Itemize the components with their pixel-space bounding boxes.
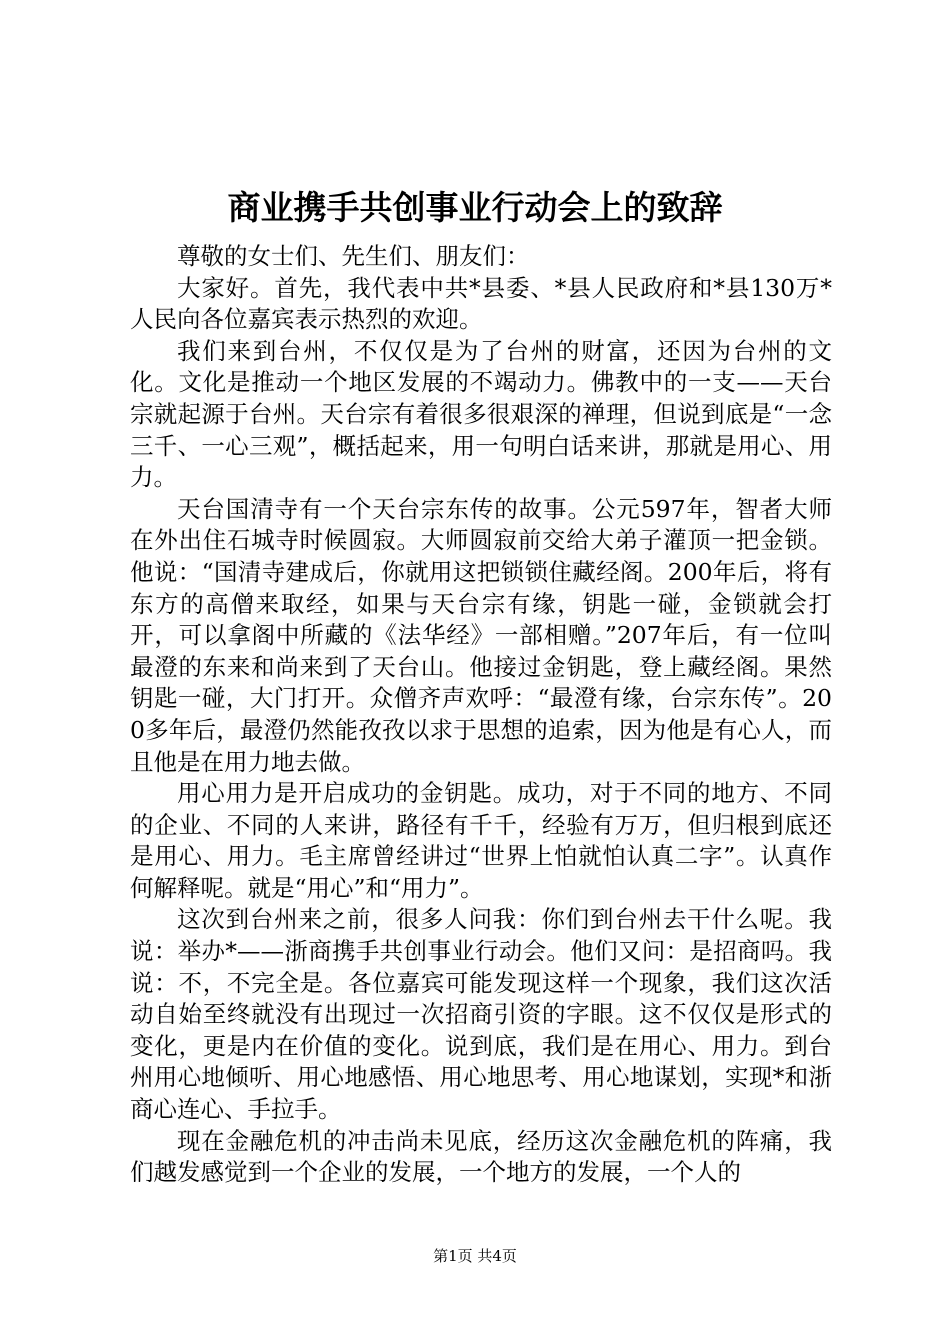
paragraph-story: 天台国清寺有一个天台宗东传的故事。公元597年，智者大师在外出住石城寺时候圆寂。大师圆寂前交给大弟子灌顶一把金锁。他说：“国清寺建成后，你就用这把锁锁住藏经阁。200年后，将有东方的高僧来取经，如果与天台宗有缘，钥匙一碰，金锁就会打开，可以拿阁中所藏的《法华经》一部相赠。”207年后，有一位叫最澄的东来和尚来到了天台山。他接过金钥匙，登上藏经阁。果然钥匙一碰，大门打开。众僧齐声欢呼：“最澄有缘，台宗东传”。200多年后，最澄仍然能孜孜以求于思想的追索，因为他是有心人，而且他是在用力地去做。 [130,494,832,776]
paragraph-event: 这次到台州来之前，很多人问我：你们到台州去干什么呢。我说：举办*——浙商携手共创事业行动会。他们又问：是招商吗。我说：不，不完全是。各位嘉宾可能发现这样一个现象，我们这次活动自始至终就没有出现过一次招商引资的字眼。这不仅仅是形式的变化，更是内在价值的变化。说到底，我们是在用心、用力。到台州用心地倾听、用心地感悟、用心地思考、用心地谋划，实现*和浙商心连心、手拉手。 [130,905,832,1124]
paragraph-culture: 我们来到台州，不仅仅是为了台州的财富，还因为台州的文化。文化是推动一个地区发展的不竭动力。佛教中的一支——天台宗就起源于台州。天台宗有着很多很艰深的禅理，但说到底是“一念三千、一心三观”，概括起来，用一句明白话来讲，那就是用心、用力。 [130,336,832,492]
document-title: 商业携手共创事业行动会上的致辞 [227,188,723,227]
paragraph-financial-crisis: 现在金融危机的冲击尚未见底，经历这次金融危机的阵痛，我们越发感觉到一个企业的发展，一个地方的发展，一个人的 [130,1126,832,1187]
page-footer: 第1页 共4页 [433,1247,517,1265]
paragraph-welcome: 大家好。首先，我代表中共*县委、*县人民政府和*县130万*人民向各位嘉宾表示热烈的欢迎。 [130,273,832,334]
paragraph-salutation: 尊敬的女士们、先生们、朋友们： [177,242,530,270]
paragraph-golden-key: 用心用力是开启成功的金钥匙。成功，对于不同的地方、不同的企业、不同的人来讲，路径有千千，经验有万万，但归根到底还是用心、用力。毛主席曾经讲过“世界上怕就怕认真二字”。认真作何解释呢。就是“用心”和“用力”。 [130,779,832,902]
document-body [130,241,832,1189]
